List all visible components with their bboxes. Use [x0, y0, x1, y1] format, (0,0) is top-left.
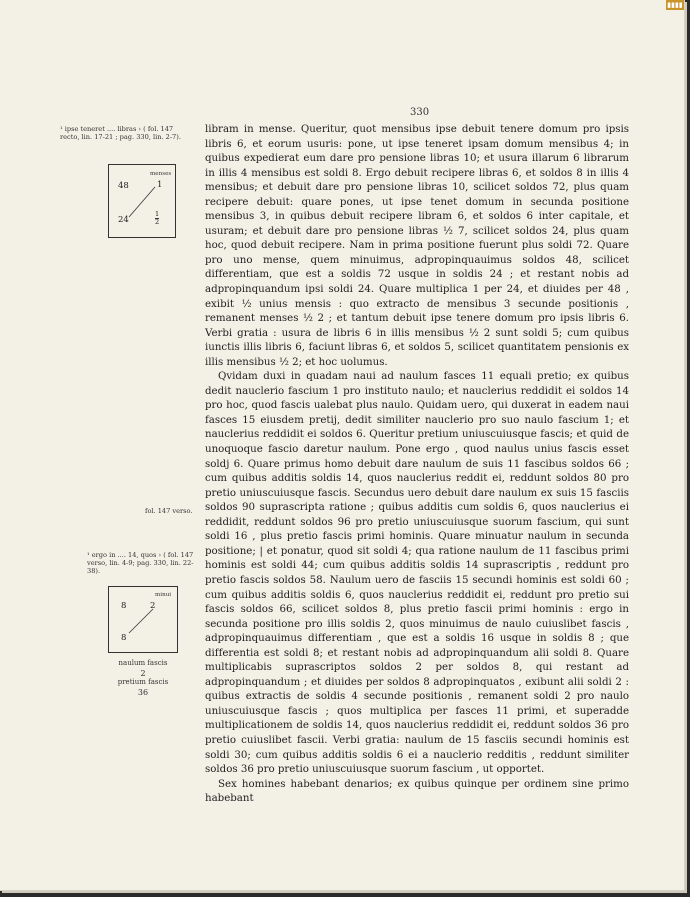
- figure-2-label: minui: [155, 592, 172, 598]
- figure-1-value-a: 48: [118, 181, 129, 191]
- figure-box-2: [108, 586, 178, 653]
- figure-1-fraction: [155, 211, 159, 226]
- figure-2-value-a: 8: [121, 601, 127, 611]
- figure-box-1: [108, 164, 176, 238]
- figure-2-value-c: 8: [121, 633, 127, 643]
- figure-2-caption: [112, 659, 174, 697]
- margin-note-1: ¹ ipse teneret .... libras › ( fol. 147 recto, lin. 17-21 ; pag. 330, lin. 2-7).: [60, 125, 181, 141]
- paragraph-2: Qvidam duxi in quadam naui ad naulum fasces 11 equali pretio; ex quibus dedit nauclerio fascium 1 pro instituto naulo; et nauclerius reddidit ei soldos 14 pro hoc, quod fascis ualebat plus naulo. Quidam uero, qui duxerat in eadem naui fasces 15 eiusdem pretij, dedit similiter nauclerio pro suo naulo fascium 1; et nauclerius reddidit ei soldos 6. Queritur pretium uniuscuiusque fascis; et quid de unoquoque fascio daretur naulum. Pone ergo , quod naulus unius fascis esset soldj 6. Quare primus homo debuit dare naulum de suis 11 fascibus soldos 66 ; cum quibus additis soldis 14, quos nauclerius reddit ei, reddunt soldos 80 pro pretio uniuscuiusque fascis. Secundus uero debuit dare naulum ex suis 15 fasciis soldos 90 suprascripta ratione ; quibus additis cum soldis 6, quos nauclerius ei reddidit, reddunt soldos 96 pro pretio uniuscuiusque suorum fascium, qui sunt soldi 16 , plus pretio fascis primi hominis. Quare minuatur naulum in secunda positione; | et ponatur, quod sit soldi 4; qua ratione naulum de 11 fascibus primi hominis est soldi 44; cum quibus additis soldis 14 suprascriptis , reddunt pro pretio fascis soldos 58. Naulum uero de fasciis 15 secundi hominis est soldi 60 ; cum quibus additis soldis 6, quos nauclerius reddidit ei, reddunt pro pretio sui fascis soldos 66, scilicet soldos 8, plus pretio fascii primi hominis : ergo in secunda positione pro illis soldis 2, quos minuimus de naulo cuiuslibet fascis , adpropinquauimus differentiam , que est a soldis 16 usque in soldis 8 ; que differentia est soldi 8; et restant nobis ad adpropinquandum alii soldi 8. Quare multiplicabis suprascriptos soldos 2 per soldos 8, qui restant ad adpropinquandum ; et diuides per soldos 8 adpropinquatos , exibunt alii soldi 2 : quibus extractis de soldis 4 secunde positionis , remanent soldi 2 pro naulo uniuscuiusque fascis ; quos multiplica per fasces 11 primi, et superadde multiplicationem de soldis 14, quos nauclerius reddidit ei, reddunt soldos 36 pro pretio cuiuslibet fascii. Verbi gratia: naulum de 15 fasciis secundi hominis est soldi 30; cum quibus additis soldis 6 ei a nauclerio redditis , reddunt similiter soldos 36 pro pretio uniuscuiusque suorum fascium , ut opportet.: [205, 370, 629, 776]
- caption-line-1: naulum fascis: [118, 659, 168, 667]
- figure-1-value-b: 1: [157, 180, 163, 190]
- caption-line-3: pretium fascis: [117, 678, 169, 686]
- main-text: [205, 122, 629, 806]
- margin-note-3: ¹ ergo in .... 14, quos › ( fol. 147 verso, lin. 4-9; pag. 330, lin. 22-38).: [87, 551, 194, 575]
- figure-1-fraction-num: 1: [155, 210, 160, 218]
- paragraph-3: Sex homines habebant denarios; ex quibus quinque per ordinem sine primo habebant: [205, 777, 629, 805]
- figure-2-value-b: 2: [150, 601, 156, 611]
- figure-1-value-c: 24: [118, 215, 129, 225]
- page-number: 330: [410, 107, 430, 118]
- caption-line-2: 2: [140, 668, 146, 678]
- figure-1-label: menses: [150, 171, 172, 177]
- corner-tab: ▮▮▮▮: [667, 1, 683, 9]
- paragraph-1: libram in mense. Queritur, quot mensibus ipse debuit tenere domum pro ipsis libris 6, et eorum usuris: pone, ut ipse teneret ipsam domum mensibus 4; in quibus expedierat eum dare pro pensione libras 10; et usura illarum 6 librarum in illis 4 mensibus est soldi 8. Ergo debuit recipere libras 6, et soldos 8 in illis 4 mensibus; et debuit dare pro pensione libras 10, scilicet soldos 72, plus quam recipere debuit: quare pones, ut ipse tenet domum in secunda positione mensibus 3, in quibus debuit recipere libram 6, et soldos 6 inter capitale, et usuram; et debuit dare pro pensione libras ½ 7, scilicet soldos 24, plus quam hoc, quod debuit recipere. Nam in prima positione fuerunt plus soldi 72. Quare pro uno mense, quem minuimus, adpropinquauimus soldos 48, scilicet differentiam, que est a soldis 72 usque in soldis 24 ; et restant nobis ad adpropinquandum ipsi soldi 24. Quare multiplica 1 per 24, et diuides per 48 , exibit ½ unius mensis : quo extracto de mensibus 3 secunde positionis , remanent menses ½ 2 ; et tantum debuit ipse tenere domum pro ipsis libris 6. Verbi gratia : usura de libris 6 in illis mensibus ½ 2 sunt soldi 5; cum quibus iunctis illis libris 6, faciunt libras 6, et soldos 5, scilicet quantitatem pensionis ex illis mensibus ½ 2; et hoc uolumus.: [205, 123, 629, 368]
- figure-1-fraction-den: 2: [155, 218, 160, 226]
- caption-line-4: 36: [137, 687, 149, 697]
- margin-note-2: fol. 147 verso.: [145, 507, 193, 515]
